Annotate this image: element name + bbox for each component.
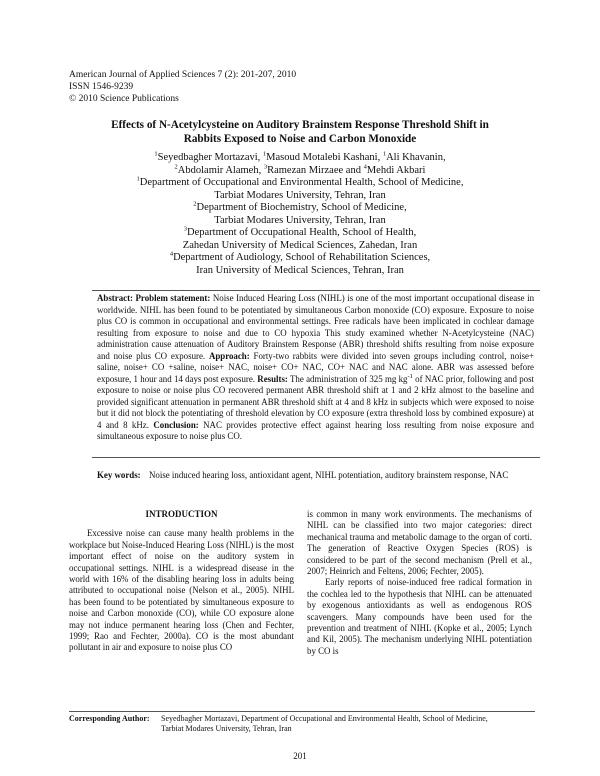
approach-text: Forty-two rabbits were divided into seven groups including control, noise+ saline, noise+ CO +saline, noise+ NAC, noise+ CO+ NAC, CO+ NAC and NAC alone. ABR was assessed before exposure, 1 hour and 14 days post exposure. [97, 350, 535, 384]
problem-statement-text: Noise Induced Hearing Loss (NIHL) is one of the most important occupational disease in worldwide. NIHL has been found to be potentiated by simultaneous Carbon monoxide (CO) exposure. Exposure to noise plus CO is common in occupational and environmental settings. Free radicals have been implicated in cochlear damage resulting from exposure to noise and due to CO hypoxia This study examined whether N-Acetylcysteine (NAC) administration cause attenuation of Auditory Brainstem Response (ABR) threshold shifts resulting from noise exposure and noise plus CO exposure. [97, 293, 535, 361]
results-label: Results: [257, 373, 288, 384]
conclusion-text: NAC provides protective effect against hearing loss resulting from noise exposure and simultaneous exposure to noise plus CO. [97, 419, 534, 441]
journal-copyright: © 2010 Science Publications [69, 94, 179, 104]
author-name: Masoud Motalebi Kashani, [266, 152, 383, 163]
corresponding-author-label: Corresponding Author: [69, 714, 150, 723]
section-heading-introduction: INTRODUCTION [145, 509, 218, 519]
author-block [100, 152, 500, 277]
affiliation-2-line2: Tarbiat Modares University, Tehran, Iran [214, 214, 386, 226]
paper-title-line2: Rabbits Exposed to Noise and Carbon Monoxide [183, 133, 417, 145]
author-name: Ali Khavanin, [386, 152, 446, 163]
abstract-label: Abstract: [97, 293, 133, 303]
author-name: Mehdi Akbari [366, 164, 426, 176]
corresponding-author-line1: Seyedbagher Mortazavi, Department of Occupational and Environmental Health, School of Medicine, [161, 714, 488, 723]
paper-title [60, 118, 540, 146]
affiliation-3-line2: Zahedan University of Medical Sciences, Zahedan, Iran [182, 239, 418, 251]
intro-paragraph-1: Excessive noise can cause many health problems in the workplace but Noise-Induced Hearing Loss (NIHL) is the most important effect of noise on the auditory system in occupational settings. NIHL is a widespread disease in the world with 16% of the disabling hearing loss in adults being attributed to occupational noise (Nelson et al., 2005). NIHL has been found to be potentiated by simultaneous exposure to noise and Carbon monoxide (CO), while CO exposure alone may not induce permanent hearing loss (Chen and Fechter, 1999; Rao and Fechter, 2000a). CO is the most abundant pollutant in air and exposure to noise plus CO [69, 528, 294, 653]
results-text-a: The administration of 325 mg kg [287, 373, 408, 384]
right-column [307, 509, 532, 657]
keywords [97, 470, 537, 482]
affiliation-2: $^2$Department of Biochemistry, School of Medicine, [193, 200, 407, 213]
results-text-b: of NAC prior, following and post exposure to noise or noise plus CO recovered permanent ABR threshold shift at 1 and 2 kHz almost to the baseline and provided significant attenuation in permanent ABR threshold shift at 4 and 8 kHz in subjects which were exposed to noise but it did not block the potentiating of threshold elevation by CO exposure (extra threshold loss by combined exposure) at 4 and 8 kHz. [97, 373, 534, 430]
abstract [97, 293, 534, 443]
conclusion-label: Conclusion: [153, 419, 199, 430]
journal-citation: American Journal of Applied Sciences 7 (2): 201-207, 2010 [69, 70, 297, 80]
author-line-2: $^2$Abdolamir Alameh, $^3$Ramezan Mirzaee and $^4$Mehdi Akbari [174, 163, 426, 176]
footer-divider [69, 711, 535, 712]
author-line-1: $^1$Seyedbagher Mortazavi, $^1$Masoud Motalebi Kashani, $^1$Ali Khavanin, [154, 150, 446, 163]
approach-label: Approach: [208, 350, 250, 361]
affiliation-1: $^1$Department of Occupational and Environmental Health, School of Medicine, [136, 175, 464, 188]
author-name: Abdolamir Alameh, [177, 164, 264, 176]
intro-paragraph-1-continued: is common in many work environments. The mechanisms of NIHL can be classified into two major categories: direct mechanical trauma and metabolic damage to the organ of corti. The generation of Reactive Oxygen Species (ROS) is considered to be part of the second mechanism (Prell et al., 2007; Heinrich and Feltens, 2006; Fechter, 2005). [307, 509, 532, 577]
author-name: Ramezan Mirzaee and [267, 164, 364, 176]
author-name: Seyedbagher Mortazavi, [157, 152, 263, 163]
problem-statement-label: Problem statement: [135, 293, 211, 303]
paper-title-line1: Effects of N-Acetylcysteine on Auditory Brainstem Response Threshold Shift in [111, 119, 489, 131]
results-superscript: -1 [407, 372, 413, 380]
affiliation-3: $^3$Department of Occupational Health, School of Health, [183, 225, 417, 238]
corresponding-author [69, 714, 535, 734]
corresponding-author-line2: Tarbiat Modares University, Tehran, Iran [161, 724, 292, 733]
journal-issn: ISSN 1546-9239 [69, 82, 134, 92]
affiliation-1-line2: Tarbiat Modares University, Tehran, Iran [214, 189, 386, 201]
keywords-label: Key words: [97, 470, 141, 480]
affiliation-4-line2: Iran University of Medical Sciences, Tehran, Iran [196, 264, 404, 276]
page-number: 201 [293, 751, 307, 761]
left-column [69, 509, 294, 654]
journal-header [69, 69, 296, 105]
keywords-text: Noise induced hearing loss, antioxidant agent, NIHL potentiation, auditory brainstem response, NAC [149, 470, 509, 480]
intro-paragraph-2: Early reports of noise-induced free radical formation in the cochlea led to the hypothesis that NIHL can be attenuated by exogenous antioxidants as well as endogenous ROS scavengers. Many compounds have been used for the prevention and treatment of NIHL (Kopke et al., 2005; Lynch and Kil, 2005). The mechanism underlying NIHL potentiation by CO is [307, 577, 532, 656]
affiliation-4: $^4$Department of Audiology, School of Rehabilitation Sciences, [169, 250, 431, 263]
